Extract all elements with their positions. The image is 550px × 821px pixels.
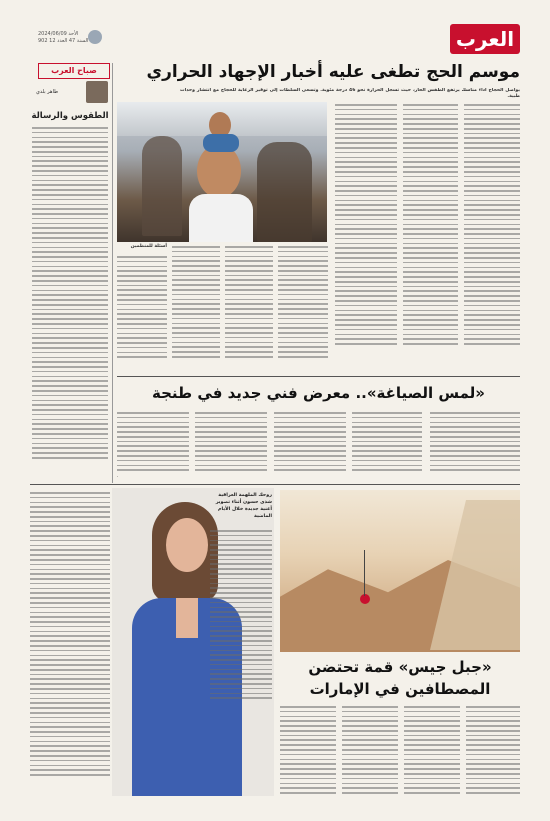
- lead-headline: موسم الحج تطغى عليه أخبار الإجهاد الحراري: [146, 62, 520, 82]
- issue-number: السنة 47 العدد 12 902: [38, 38, 89, 44]
- feature2-headline: «جبل جيس» قمة تحتضن المصطافين في الإمارات: [308, 658, 492, 698]
- opinion-column: [30, 63, 110, 483]
- logo: العرب: [450, 24, 520, 54]
- lead-photo-caption: أسئلة للمنظمين: [130, 244, 167, 249]
- feature1-photo-caption: [117, 476, 118, 477]
- issue-date: الأحد 2024/06/09: [38, 31, 79, 37]
- masthead-emblem-icon: [88, 30, 102, 44]
- author-name: طاهر بلدي: [36, 89, 59, 95]
- lead-photo: [117, 102, 327, 242]
- mountain-photo: [280, 490, 520, 652]
- column-title: صباح العرب: [38, 63, 110, 79]
- lead-intro: يواصل الحجاج أداء مناسك يرتفع الطقس الحار، حيث تسجل الحرارة نحو 46 درجة مئوية. وتسعى السلطات إلى توفير الرعاية للحجاج مع انتشار وحدات طبية.: [180, 88, 520, 99]
- feature1-headline: «لمس الصياغة».. معرض فني جديد في طنجة: [152, 384, 485, 402]
- article-title: الطقوس والرسالة: [31, 111, 109, 121]
- portrait-caption: روحك الملهمة العراقية شذى حسون أثناء تصوير أغنية جديدة خلال الأيام الماضية: [215, 493, 272, 519]
- masthead: [0, 0, 550, 62]
- author-photo: [86, 81, 108, 103]
